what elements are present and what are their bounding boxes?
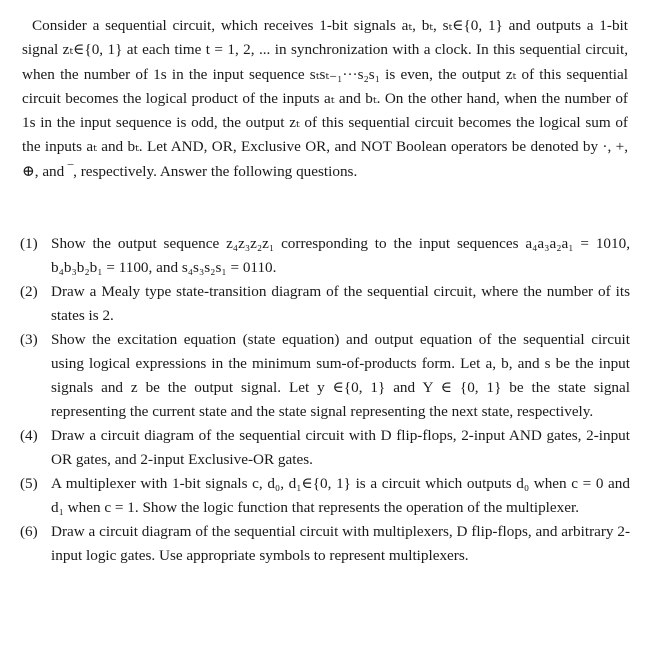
- question-number: (1): [20, 235, 38, 252]
- question-4: [20, 424, 630, 472]
- question-6: [20, 520, 630, 568]
- question-1: [20, 232, 630, 280]
- question-text: Show the output sequence z₄z₃z₂z₁ corresponding to the input sequences a₄a₃a₂a₁ = 1010, b₄b₃b₂b₁ = 1100, and s₄s₃s₂s₁ = 0110.: [51, 235, 630, 276]
- question-number: (4): [20, 427, 38, 444]
- question-list: [20, 232, 630, 568]
- question-text: Draw a Mealy type state-transition diagram of the sequential circuit, where the number of its states is 2.: [51, 283, 630, 324]
- question-5: [20, 472, 630, 520]
- problem-introduction: [22, 14, 628, 184]
- intro-paragraph: Consider a sequential circuit, which receives 1-bit signals aₜ, bₜ, sₜ∈{0, 1} and outputs a 1-bit signal zₜ∈{0, 1} at each time t = 1, 2, ... in synchronization with a clock. In this sequential circuit, when the number of 1s in the input sequence sₜsₜ₋₁···s₂s₁ is even, the output zₜ of this sequential circuit becomes the logical product of the inputs aₜ and bₜ. On the other hand, when the number of 1s in the input sequence is odd, the output zₜ of this sequential circuit becomes the logical sum of the inputs aₜ and bₜ. Let AND, OR, Exclusive OR, and NOT Boolean operators be denoted by ·, +, ⊕, and ‾, respectively. Answer the following questions.: [22, 17, 628, 180]
- question-text: A multiplexer with 1-bit signals c, d₀, d₁∈{0, 1} is a circuit which outputs d₀ when c = 0 and d₁ when c = 1. Show the logic function that represents the operation of the multiplexer.: [51, 475, 630, 516]
- question-3: [20, 328, 630, 424]
- question-text: Draw a circuit diagram of the sequential circuit with D flip-flops, 2-input AND gates, 2-input OR gates, and 2-input Exclusive-OR gates.: [51, 427, 630, 468]
- question-text: Show the excitation equation (state equation) and output equation of the sequential circuit using logical expressions in the minimum sum-of-products form. Let a, b, and s be the input signals and z be the output signal. Let y ∈{0, 1} and Y ∈ {0, 1} be the state signal representing the current state and the state signal representing the next state, respectively.: [51, 331, 630, 420]
- question-text: Draw a circuit diagram of the sequential circuit with multiplexers, D flip-flops, and arbitrary 2-input logic gates. Use appropriate symbols to represent multiplexers.: [51, 523, 630, 564]
- question-number: (5): [20, 475, 38, 492]
- question-number: (3): [20, 331, 38, 348]
- question-2: [20, 280, 630, 328]
- question-number: (2): [20, 283, 38, 300]
- question-number: (6): [20, 523, 38, 540]
